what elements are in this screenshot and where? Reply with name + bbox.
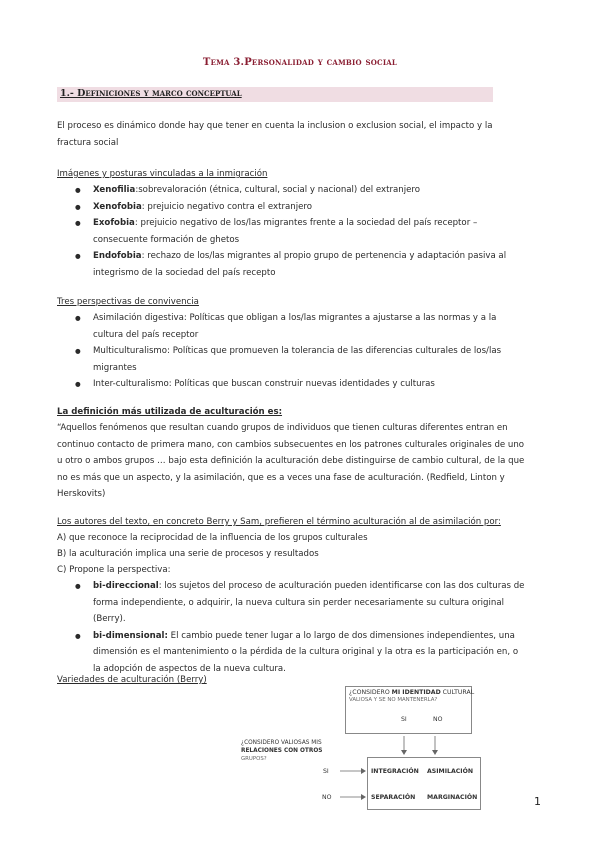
list-item: ● Endofobia: rechazo de los/las migrantes al propio grupo de pertenencia y adaptación pasiva al integrismo de la sociedad del país recepto <box>57 248 547 281</box>
list-item: ● Xenofobia: prejuicio negativo contra el extranjero <box>57 199 547 216</box>
authors-heading: Los autores del texto, en concreto Berry y Sam, prefieren el término aculturación al de asimilación por: <box>57 517 501 527</box>
perspective-list <box>57 578 547 677</box>
down-arrows <box>395 736 445 758</box>
images-heading: Imágenes y posturas vinculadas a la inmigración <box>57 169 268 179</box>
outcome-assimilation: ASIMILACIÓN <box>427 768 474 775</box>
intro-line-1: El proceso es dinámico donde hay que tener en cuenta la inclusion o exclusion social, el impacto y la <box>57 121 493 131</box>
varieties-heading: Variedades de aculturación (Berry) <box>57 675 207 685</box>
list-item: ● Inter-culturalismo: Políticas que buscan construir nuevas identidades y culturas <box>57 376 547 393</box>
list-item: ● bi-dimensional: El cambio puede tener lugar a lo largo de dos dimensiones independientes, una dimensión es el mantenimiento o la pérdida de la cultura original y la otra es la participación en, o la adopción de aspectos de la nueva cultura. <box>57 628 547 678</box>
definition-heading: La definición más utilizada de aculturación es: <box>57 407 283 417</box>
authors-point-a: A) que reconoce la reciprocidad de la influencia de los grupos culturales <box>57 533 368 543</box>
list-item: ● Xenofilia:sobrevaloración (étnica, cultural, social y nacional) del extranjero <box>57 182 547 199</box>
identity-question-line-2: VALIOSA Y SE NO MANTENERLA? <box>349 697 438 703</box>
definition-quote: “Aquellos fenómenos que resultan cuando grupos de individuos que tienen culturas diferentes entran en continuo contacto de primera mano, con cambios subsecuentes en los patrones culturales originales de uno u otro o ambos grupos … bajo esta definición la aculturación debe distinguirse de cambio cultural, de la que no es más que un aspecto, y la asimilación, que es a veces una fase de aculturación. (Redfield, Linton y Herskovits) <box>57 423 525 499</box>
identity-no: NO <box>433 716 443 723</box>
document-title: Tema 3.Personalidad y cambio social <box>202 57 398 68</box>
identity-yes: SI <box>401 716 407 723</box>
authors-point-c: C) Propone la perspectiva: <box>57 565 171 575</box>
relations-question-line-3: GRUPOS? <box>241 756 267 762</box>
section-heading-bar <box>57 87 493 102</box>
relations-question-line-1: ¿CONSIDERO VALIOSAS MIS <box>241 740 322 746</box>
page-number: 1 <box>534 795 541 808</box>
intro-paragraph <box>57 118 547 151</box>
list-item: ● bi-direccional: los sujetos del proceso de aculturación pueden identificarse con las dos culturas de forma independiente, o adquirir, la nueva cultura sin perder necesariamente su cultura original (Berry). <box>57 578 547 628</box>
relations-yes: SI <box>323 768 329 775</box>
perspectives-list <box>57 310 547 393</box>
outcome-integration: INTEGRACIÓN <box>371 768 419 775</box>
images-list <box>57 182 547 281</box>
authors-point-b: B) la aculturación implica una serie de procesos y resultados <box>57 549 319 559</box>
perspectives-heading: Tres perspectivas de convivencia <box>57 297 199 307</box>
intro-line-2: fractura social <box>57 137 119 148</box>
outcome-marginalization: MARGINACIÓN <box>427 794 478 801</box>
right-arrows <box>338 765 368 805</box>
list-item: ● Exofobia: prejuicio negativo de los/las migrantes frente a la sociedad del país receptor – consecuente formación de ghetos <box>57 215 547 248</box>
relations-no: NO <box>322 794 332 801</box>
section-heading: 1.- Definiciones y marco conceptual <box>60 88 242 99</box>
list-item: ● Asimilación digestiva: Políticas que obligan a los/las migrantes a ajustarse a las normas y a la cultura del país receptor <box>57 310 547 343</box>
list-item: ● Multiculturalismo: Políticas que promueven la tolerancia de las diferencias culturales de los/las migrantes <box>57 343 547 376</box>
outcomes-box <box>367 757 481 810</box>
identity-question-line-1: ¿CONSIDERO MI IDENTIDAD CULTURAL <box>349 689 475 696</box>
outcome-separation: SEPARACIÓN <box>371 794 416 801</box>
relations-question-line-2: RELACIONES CON OTROS <box>241 748 323 754</box>
